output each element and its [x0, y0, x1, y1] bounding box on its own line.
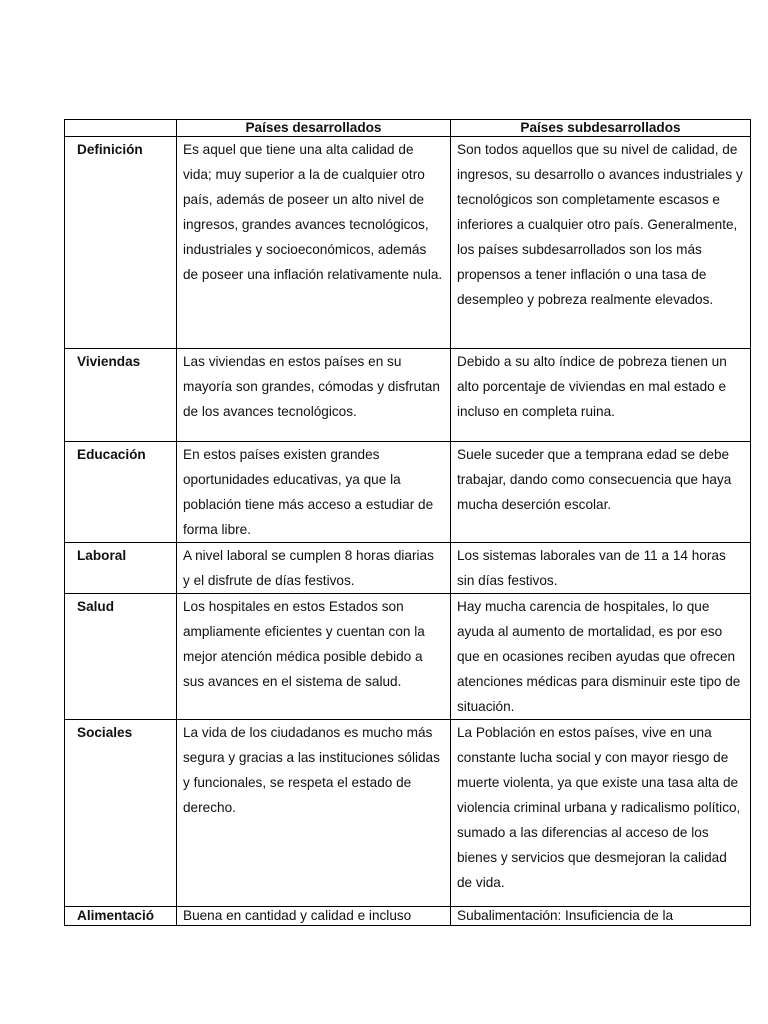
header-developed: Países desarrollados: [177, 120, 451, 137]
table-row: [65, 349, 751, 442]
cell-developed: En estos países existen grandes oportunidades educativas, ya que la población tiene más acceso a estudiar de forma libre.: [183, 447, 434, 537]
cell-developed: Es aquel que tiene una alta calidad de vida; muy superior a la de cualquier otro país, además de poseer un alto nivel de ingresos, grandes avances tecnológicos, industriales y socioeconómicos, además de poseer una inflación relativamente nula.: [183, 142, 443, 282]
cell-underdeveloped: Son todos aquellos que su nivel de calidad, de ingresos, su desarrollo o avances industriales y tecnológicos son completamente escasos e inferiores a cualquier otro país. Generalmente, los países subdesarrollados son los más propensos a tener inflación o una tasa de desempleo y pobreza realmente elevados.: [457, 142, 743, 307]
cell-underdeveloped: Suele suceder que a temprana edad se debe trabajar, dando como consecuencia que haya mucha deserción escolar.: [457, 447, 732, 512]
cell-developed: Los hospitales en estos Estados son ampliamente eficientes y cuentan con la mejor atención médica posible debido a sus avances en el sistema de salud.: [183, 599, 425, 689]
table-row: [65, 720, 751, 907]
header-empty-cell: [65, 120, 177, 137]
cell-developed: Buena en cantidad y calidad e incluso: [183, 908, 412, 923]
table-row: [65, 137, 751, 349]
table-row: [65, 907, 751, 926]
cell-developed: Las viviendas en estos países en su mayoría son grandes, cómodas y disfrutan de los avances tecnológicos.: [183, 354, 440, 419]
row-label: Viviendas: [77, 354, 141, 369]
row-label: Sociales: [77, 725, 133, 740]
table-header-row: [65, 120, 751, 137]
comparison-table: [64, 119, 751, 926]
cell-underdeveloped: Debido a su alto índice de pobreza tienen un alto porcentaje de viviendas en mal estado e incluso en completa ruina.: [457, 354, 727, 419]
cell-underdeveloped: Subalimentación: Insuficiencia de la: [457, 908, 674, 923]
row-label: Laboral: [77, 548, 127, 563]
row-label: Definición: [77, 142, 143, 157]
cell-underdeveloped: Los sistemas laborales van de 11 a 14 horas sin días festivos.: [457, 548, 726, 588]
row-label: Salud: [77, 599, 115, 614]
table-row: [65, 442, 751, 543]
cell-developed: La vida de los ciudadanos es mucho más segura y gracias a las instituciones sólidas y funcionales, se respeta el estado de derecho.: [183, 725, 440, 815]
cell-developed: A nivel laboral se cumplen 8 horas diarias y el disfrute de días festivos.: [183, 548, 434, 588]
cell-underdeveloped: Hay mucha carencia de hospitales, lo que ayuda al aumento de mortalidad, es por eso que en ocasiones reciben ayudas que ofrecen atenciones médicas para disminuir este tipo de situación.: [457, 599, 741, 714]
table-row: [65, 594, 751, 720]
table-row: [65, 543, 751, 594]
header-underdeveloped: Países subdesarrollados: [451, 120, 751, 137]
row-label: Alimentació: [77, 908, 155, 923]
cell-underdeveloped: La Población en estos países, vive en una constante lucha social y con mayor riesgo de muerte violenta, ya que existe una tasa alta de violencia criminal urbana y radicalismo político, sumado a las diferencias al acceso de los bienes y servicios que desmejoran la calidad de vida.: [457, 725, 741, 890]
row-label: Educación: [77, 447, 146, 462]
